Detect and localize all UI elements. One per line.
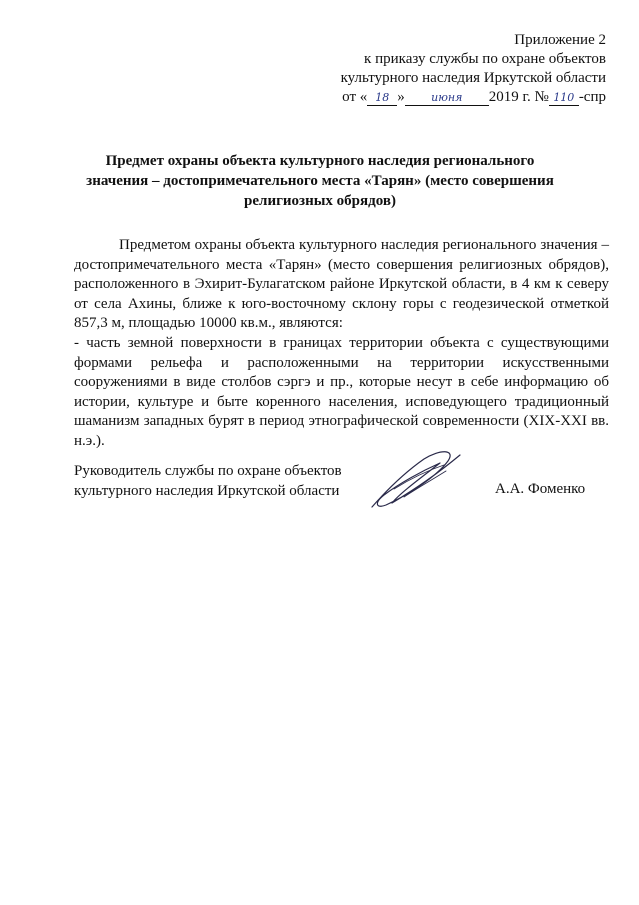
- document-title: Предмет охраны объекта культурного наследия регионального значения – достопримечательного места «Тарян» (место совершения религиозных обрядов): [86, 153, 554, 209]
- date-mid: »: [397, 89, 405, 105]
- appendix-order-line: к приказу службы по охране объектов: [364, 51, 606, 67]
- date-year: 2019 г. №: [488, 89, 549, 105]
- signer-position-line-2: культурного наследия Иркутской области: [74, 483, 340, 499]
- order-suffix: -спр: [578, 89, 606, 105]
- document-body: [74, 236, 609, 452]
- date-prefix: от «: [342, 89, 368, 105]
- signer-name: А.А. Фоменко: [495, 481, 586, 497]
- body-paragraph-2: - часть земной поверхности в границах территории объекта с существующими формами рельефа и расположенными на территории искусственными сооружениями в виде столбов сэргэ и пр., которые несут в себе информацию об истории, культуре и быте коренного населения, исповедующего традиционный шаманизм западных бурят в период этнографической современности (XIX-XXI вв. н.э.).: [74, 334, 609, 449]
- appendix-date-line: [341, 88, 606, 107]
- date-day: 18: [375, 91, 390, 104]
- order-number: 110: [553, 91, 575, 104]
- order-number-field: [549, 90, 579, 106]
- appendix-agency-line: культурного наследия Иркутской области: [340, 70, 606, 86]
- date-day-field: [367, 90, 397, 106]
- body-paragraph-1: Предметом охраны объекта культурного наследия регионального значения – достопримечательного места «Тарян» (место совершения религиозных обрядов), расположенного в Эхирит-Булагатском районе Иркутской области, в 4 км к северу от села Ахины, ближе к юго-восточному склону горы с геодезической отметкой 857,3 м, площадью 10000 кв.м., являются:: [74, 237, 609, 332]
- date-month: июня: [431, 91, 463, 104]
- signer-position-line-1: Руководитель службы по охране объектов: [74, 463, 342, 479]
- handwritten-signature: [364, 445, 474, 515]
- date-month-field: [405, 90, 489, 106]
- appendix-title: Приложение 2: [514, 32, 606, 48]
- appendix-header: [341, 31, 606, 107]
- signer-position: [74, 461, 342, 501]
